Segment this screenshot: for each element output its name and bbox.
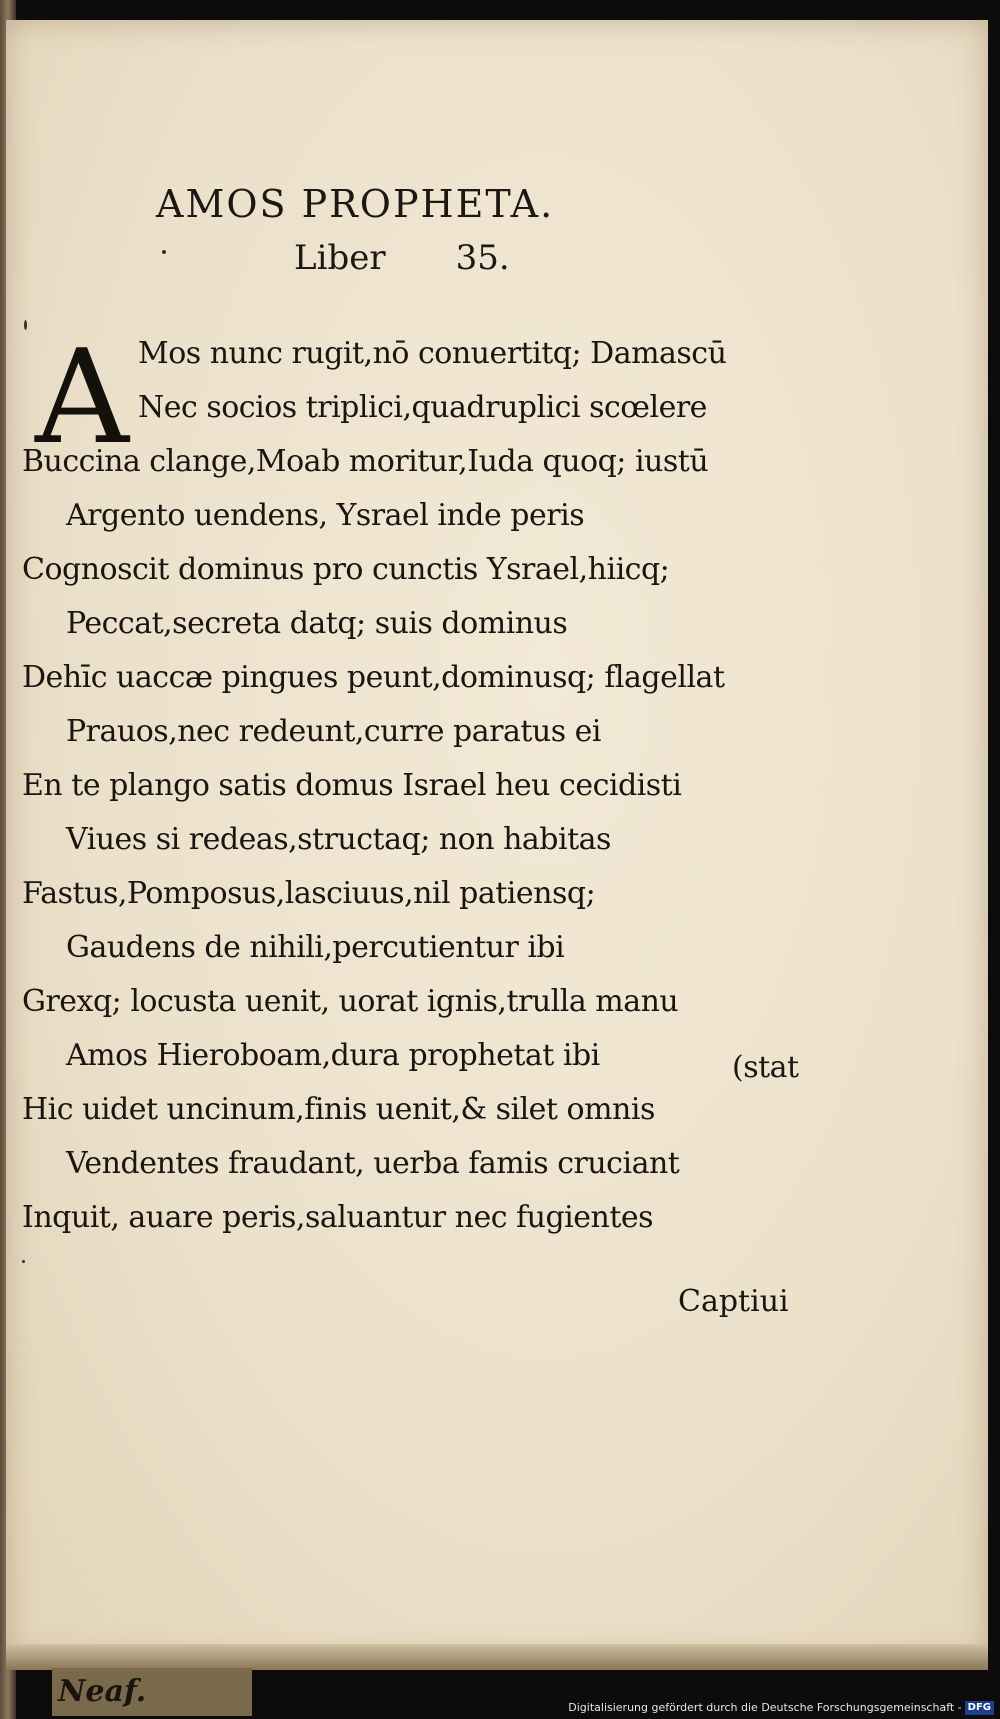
ink-speck bbox=[22, 1260, 25, 1263]
credit-text: Digitalisierung gefördert durch die Deutsche Forschungsgemeinschaft - bbox=[568, 1701, 962, 1714]
page-title: AMOS PROPHETA. bbox=[156, 182, 555, 226]
dfg-logo: DFG bbox=[965, 1701, 994, 1715]
page-bottom-edge bbox=[6, 1644, 988, 1670]
digitization-credit bbox=[568, 1699, 994, 1717]
verse-line: Peccat,secreta datq; suis dominus bbox=[66, 606, 568, 641]
verse-line: Inquit, auare peris,saluantur nec fugientes bbox=[22, 1200, 654, 1235]
verse-line: Prauos,nec redeunt,curre paratus ei bbox=[66, 714, 601, 749]
book-number: 35. bbox=[455, 238, 510, 278]
ink-speck bbox=[24, 320, 27, 330]
verse-line: Viues si redeas,structaq; non habitas bbox=[66, 822, 611, 857]
verse-line: Gaudens de nihili,percutientur ibi bbox=[66, 930, 565, 965]
verse-line: Grexq; locusta uenit, uorat ignis,trulla manu bbox=[22, 984, 679, 1019]
verse-line: Buccina clange,Moab moritur,Iuda quoq; iustū bbox=[22, 444, 709, 479]
verse-line: Argento uendens, Ysrael inde peris bbox=[66, 498, 585, 533]
drop-cap: A bbox=[35, 321, 129, 473]
verse-line: Hic uidet uncinum,finis uenit,& silet omnis bbox=[22, 1092, 655, 1127]
verse-line: Cognoscit dominus pro cunctis Ysrael,hiicq; bbox=[22, 552, 670, 587]
book-heading bbox=[294, 238, 594, 278]
book-page bbox=[6, 20, 988, 1660]
verse-line: Nec socios triplici,quadruplici scœlere bbox=[138, 390, 707, 425]
verse-line: Vendentes fraudant, uerba famis cruciant bbox=[66, 1146, 680, 1181]
verse-line: Fastus,Pomposus,lasciuus,nil patiensq; bbox=[22, 876, 596, 911]
verse-line: Mos nunc rugit,nō conuertitq; Damascū bbox=[138, 336, 727, 371]
verse-line: Dehīc uaccæ pingues peunt,dominusq; flagellat bbox=[22, 660, 725, 695]
catchword: Captiui bbox=[678, 1284, 789, 1319]
turnover-text: (stat bbox=[732, 1050, 799, 1085]
verse-line: Amos Hieroboam,dura prophetat ibi bbox=[66, 1038, 600, 1073]
ink-speck bbox=[162, 250, 166, 254]
verse-line: En te plango satis domus Israel heu cecidisti bbox=[22, 768, 682, 803]
shelfmark-label: Neaf. bbox=[52, 1668, 252, 1716]
book-label: Liber bbox=[294, 238, 386, 278]
